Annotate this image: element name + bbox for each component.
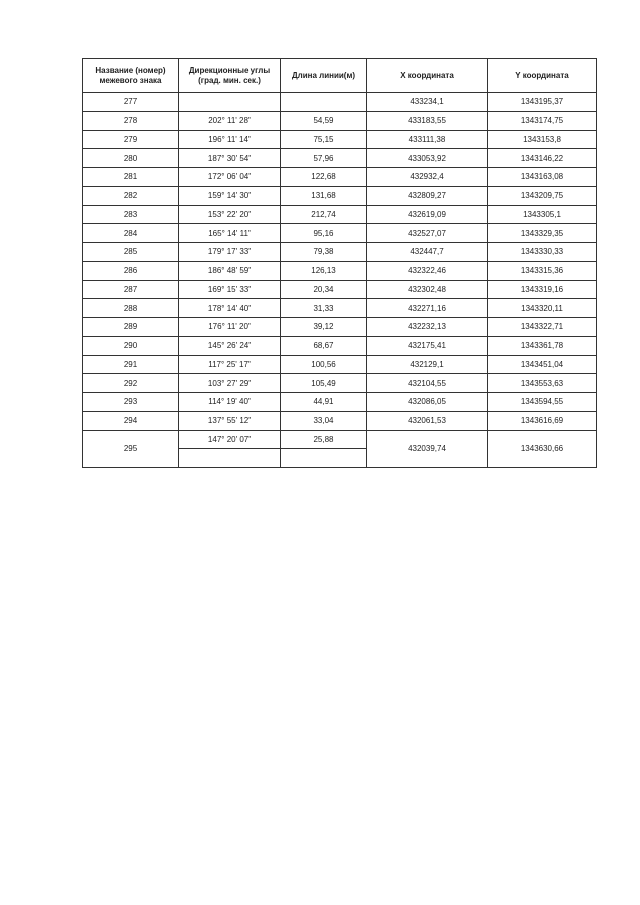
line-length-cell: 54,59 [281, 111, 367, 130]
y-coordinate-cell: 1343594,55 [488, 393, 597, 412]
y-coordinate-cell: 1343146,22 [488, 149, 597, 168]
header-x: X координата [367, 59, 488, 93]
point-name-cell: 294 [83, 411, 179, 430]
point-name-cell: 290 [83, 336, 179, 355]
direction-angle-cell: 196° 11' 14" [179, 130, 281, 149]
header-angle: Дирекционные углы (град. мин. сек.) [179, 59, 281, 93]
y-coordinate-cell: 1343209,75 [488, 186, 597, 205]
x-coordinate-cell: 432175,41 [367, 336, 488, 355]
x-coordinate-cell: 432619,09 [367, 205, 488, 224]
direction-angle-cell: 147° 20' 07" [179, 430, 281, 449]
y-coordinate-cell: 1343322,71 [488, 318, 597, 337]
point-name-cell: 286 [83, 261, 179, 280]
table-body [83, 93, 597, 468]
y-coordinate-cell: 1343361,78 [488, 336, 597, 355]
direction-angle-cell: 117° 25' 17" [179, 355, 281, 374]
direction-angle-cell: 159° 14' 30" [179, 186, 281, 205]
point-name-cell: 292 [83, 374, 179, 393]
direction-angle-cell: 187° 30' 54" [179, 149, 281, 168]
y-coordinate-cell: 1343616,69 [488, 411, 597, 430]
line-length-cell: 44,91 [281, 393, 367, 412]
x-coordinate-cell: 432086,05 [367, 393, 488, 412]
line-length-cell: 212,74 [281, 205, 367, 224]
y-coordinate-cell: 1343329,35 [488, 224, 597, 243]
y-coordinate-cell: 1343163,08 [488, 168, 597, 187]
line-length-cell: 131,68 [281, 186, 367, 205]
point-name-cell: 288 [83, 299, 179, 318]
x-coordinate-cell: 432809,27 [367, 186, 488, 205]
x-coordinate-cell: 432232,13 [367, 318, 488, 337]
header-length: Длина линии(м) [281, 59, 367, 93]
direction-angle-cell: 145° 26' 24" [179, 336, 281, 355]
line-length-cell: 31,33 [281, 299, 367, 318]
x-coordinate-cell: 432447,7 [367, 243, 488, 262]
direction-angle-cell: 186° 48' 59" [179, 261, 281, 280]
x-coordinate-cell: 432104,55 [367, 374, 488, 393]
x-coordinate-cell: 432322,46 [367, 261, 488, 280]
line-length-cell: 126,13 [281, 261, 367, 280]
direction-angle-cell: 178° 14' 40" [179, 299, 281, 318]
line-length-cell: 79,38 [281, 243, 367, 262]
point-name-cell: 281 [83, 168, 179, 187]
direction-angle-cell: 165° 14' 11" [179, 224, 281, 243]
y-coordinate-cell: 1343630,66 [488, 430, 597, 468]
line-length-cell: 68,67 [281, 336, 367, 355]
x-coordinate-cell: 432129,1 [367, 355, 488, 374]
x-coordinate-cell: 433053,92 [367, 149, 488, 168]
point-name-cell: 280 [83, 149, 179, 168]
direction-angle-cell: 176° 11' 20" [179, 318, 281, 337]
line-length-cell: 122,68 [281, 168, 367, 187]
point-name-cell: 277 [83, 93, 179, 112]
point-name-cell: 283 [83, 205, 179, 224]
y-coordinate-cell: 1343153,8 [488, 130, 597, 149]
y-coordinate-cell: 1343451,04 [488, 355, 597, 374]
point-name-cell: 293 [83, 393, 179, 412]
direction-angle-cell: 169° 15' 33" [179, 280, 281, 299]
line-length-cell: 39,12 [281, 318, 367, 337]
point-name-cell: 284 [83, 224, 179, 243]
table-header [83, 59, 597, 93]
line-length-cell: 75,15 [281, 130, 367, 149]
header-y: Y координата [488, 59, 597, 93]
point-name-cell: 289 [83, 318, 179, 337]
x-coordinate-cell: 433234,1 [367, 93, 488, 112]
x-coordinate-cell: 433111,38 [367, 130, 488, 149]
point-name-cell: 282 [83, 186, 179, 205]
empty-cell [281, 93, 367, 112]
empty-cell [179, 93, 281, 112]
point-name-cell: 285 [83, 243, 179, 262]
y-coordinate-cell: 1343305,1 [488, 205, 597, 224]
direction-angle-cell: 172° 06' 04" [179, 168, 281, 187]
x-coordinate-cell: 432527,07 [367, 224, 488, 243]
direction-angle-cell: 179° 17' 33" [179, 243, 281, 262]
x-coordinate-cell: 432061,53 [367, 411, 488, 430]
direction-angle-cell: 103° 27' 29" [179, 374, 281, 393]
point-name-cell: 295 [83, 430, 179, 468]
point-name-cell: 291 [83, 355, 179, 374]
point-name-cell: 278 [83, 111, 179, 130]
line-length-cell: 33,04 [281, 411, 367, 430]
x-coordinate-cell: 432932,4 [367, 168, 488, 187]
direction-angle-cell: 153° 22' 20" [179, 205, 281, 224]
y-coordinate-cell: 1343319,16 [488, 280, 597, 299]
line-length-cell: 25,88 [281, 430, 367, 449]
x-coordinate-cell: 432302,48 [367, 280, 488, 299]
line-length-cell: 20,34 [281, 280, 367, 299]
y-coordinate-cell: 1343320,11 [488, 299, 597, 318]
direction-angle-cell: 137° 55' 12" [179, 411, 281, 430]
y-coordinate-cell: 1343330,33 [488, 243, 597, 262]
line-length-cell: 95,16 [281, 224, 367, 243]
y-coordinate-cell: 1343195,37 [488, 93, 597, 112]
point-name-cell: 279 [83, 130, 179, 149]
line-length-cell: 57,96 [281, 149, 367, 168]
x-coordinate-cell: 432039,74 [367, 430, 488, 468]
direction-angle-cell: 202° 11' 28" [179, 111, 281, 130]
line-length-cell: 100,56 [281, 355, 367, 374]
y-coordinate-cell: 1343553,63 [488, 374, 597, 393]
y-coordinate-cell: 1343315,36 [488, 261, 597, 280]
line-length-cell: 105,49 [281, 374, 367, 393]
point-name-cell: 287 [83, 280, 179, 299]
x-coordinate-cell: 432271,16 [367, 299, 488, 318]
direction-angle-cell: 114° 19' 40" [179, 393, 281, 412]
coordinates-table [82, 58, 597, 468]
x-coordinate-cell: 433183,55 [367, 111, 488, 130]
y-coordinate-cell: 1343174,75 [488, 111, 597, 130]
empty-cell [281, 449, 367, 468]
header-name: Название (номер) межевого знака [83, 59, 179, 93]
empty-cell [179, 449, 281, 468]
